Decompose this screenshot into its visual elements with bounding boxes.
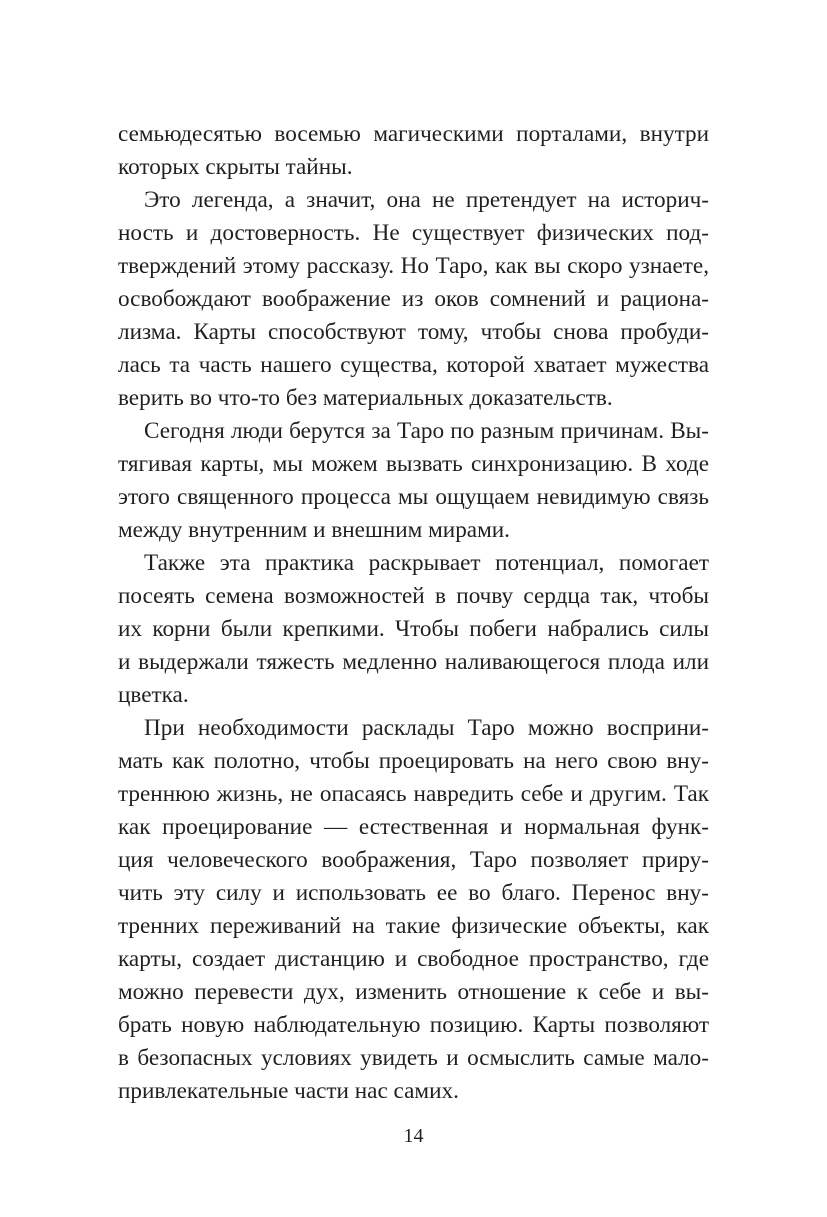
text-line: ность и достоверность. Не существует физических под- <box>118 220 709 246</box>
text-line: тягивая карты, мы можем вызвать синхронизацию. В ходе <box>118 451 709 477</box>
text-line: в безопасных условиях увидеть и осмыслить самые мало- <box>118 1045 709 1071</box>
text-line: чить эту силу и использовать ее во благо. Перенос вну- <box>118 880 709 906</box>
text-line: которых скрыты тайны. <box>118 154 353 180</box>
text-line: брать новую наблюдательную позицию. Карты позволяют <box>118 1012 709 1038</box>
text-line: мать как полотно, чтобы проецировать на него свою вну- <box>118 748 709 774</box>
text-line: Также эта практика раскрывает потенциал, помогает <box>144 550 709 576</box>
text-line: семьюдесятью восемью магическими порталами, внутри <box>118 121 709 147</box>
text-line: освобождают воображение из оков сомнений и рациона- <box>118 286 709 312</box>
text-line: между внутренним и внешним мирами. <box>118 517 510 543</box>
text-line: посеять семена возможностей в почву сердца так, чтобы <box>118 583 709 609</box>
text-line: тренних переживаний на такие физические объекты, как <box>118 913 709 939</box>
text-line: можно перевести дух, изменить отношение к себе и вы- <box>118 979 709 1005</box>
text-line: тверждений этому рассказу. Но Таро, как вы скоро узнаете, <box>118 253 709 279</box>
page-number: 14 <box>403 1125 424 1147</box>
text-line: Это легенда, а значит, она не претендует на историч- <box>144 187 709 213</box>
text-line: При необходимости расклады Таро можно восприни- <box>144 715 709 741</box>
text-line: верить во что-то без материальных доказательств. <box>118 385 613 411</box>
text-line: лизма. Карты способствуют тому, чтобы снова пробуди- <box>118 319 709 345</box>
text-line: этого священного процесса мы ощущаем невидимую связь <box>118 484 709 510</box>
text-line: ция человеческого воображения, Таро позволяет приру- <box>118 847 709 873</box>
text-line: привлекательные части нас самих. <box>118 1078 459 1104</box>
text-line: и выдержали тяжесть медленно наливающегося плода или <box>118 649 709 675</box>
text-line: их корни были крепкими. Чтобы побеги набрались силы <box>118 616 709 642</box>
text-line: Сегодня люди берутся за Таро по разным причинам. Вы- <box>144 418 709 444</box>
text-line: карты, создает дистанцию и свободное пространство, где <box>118 946 709 972</box>
text-line: лась та часть нашего существа, которой хватает мужества <box>118 352 709 378</box>
text-line: цветка. <box>118 682 189 708</box>
text-line: треннюю жизнь, не опасаясь навредить себе и другим. Так <box>118 781 709 807</box>
text-line: как проецирование — естественная и нормальная функ- <box>118 814 709 840</box>
